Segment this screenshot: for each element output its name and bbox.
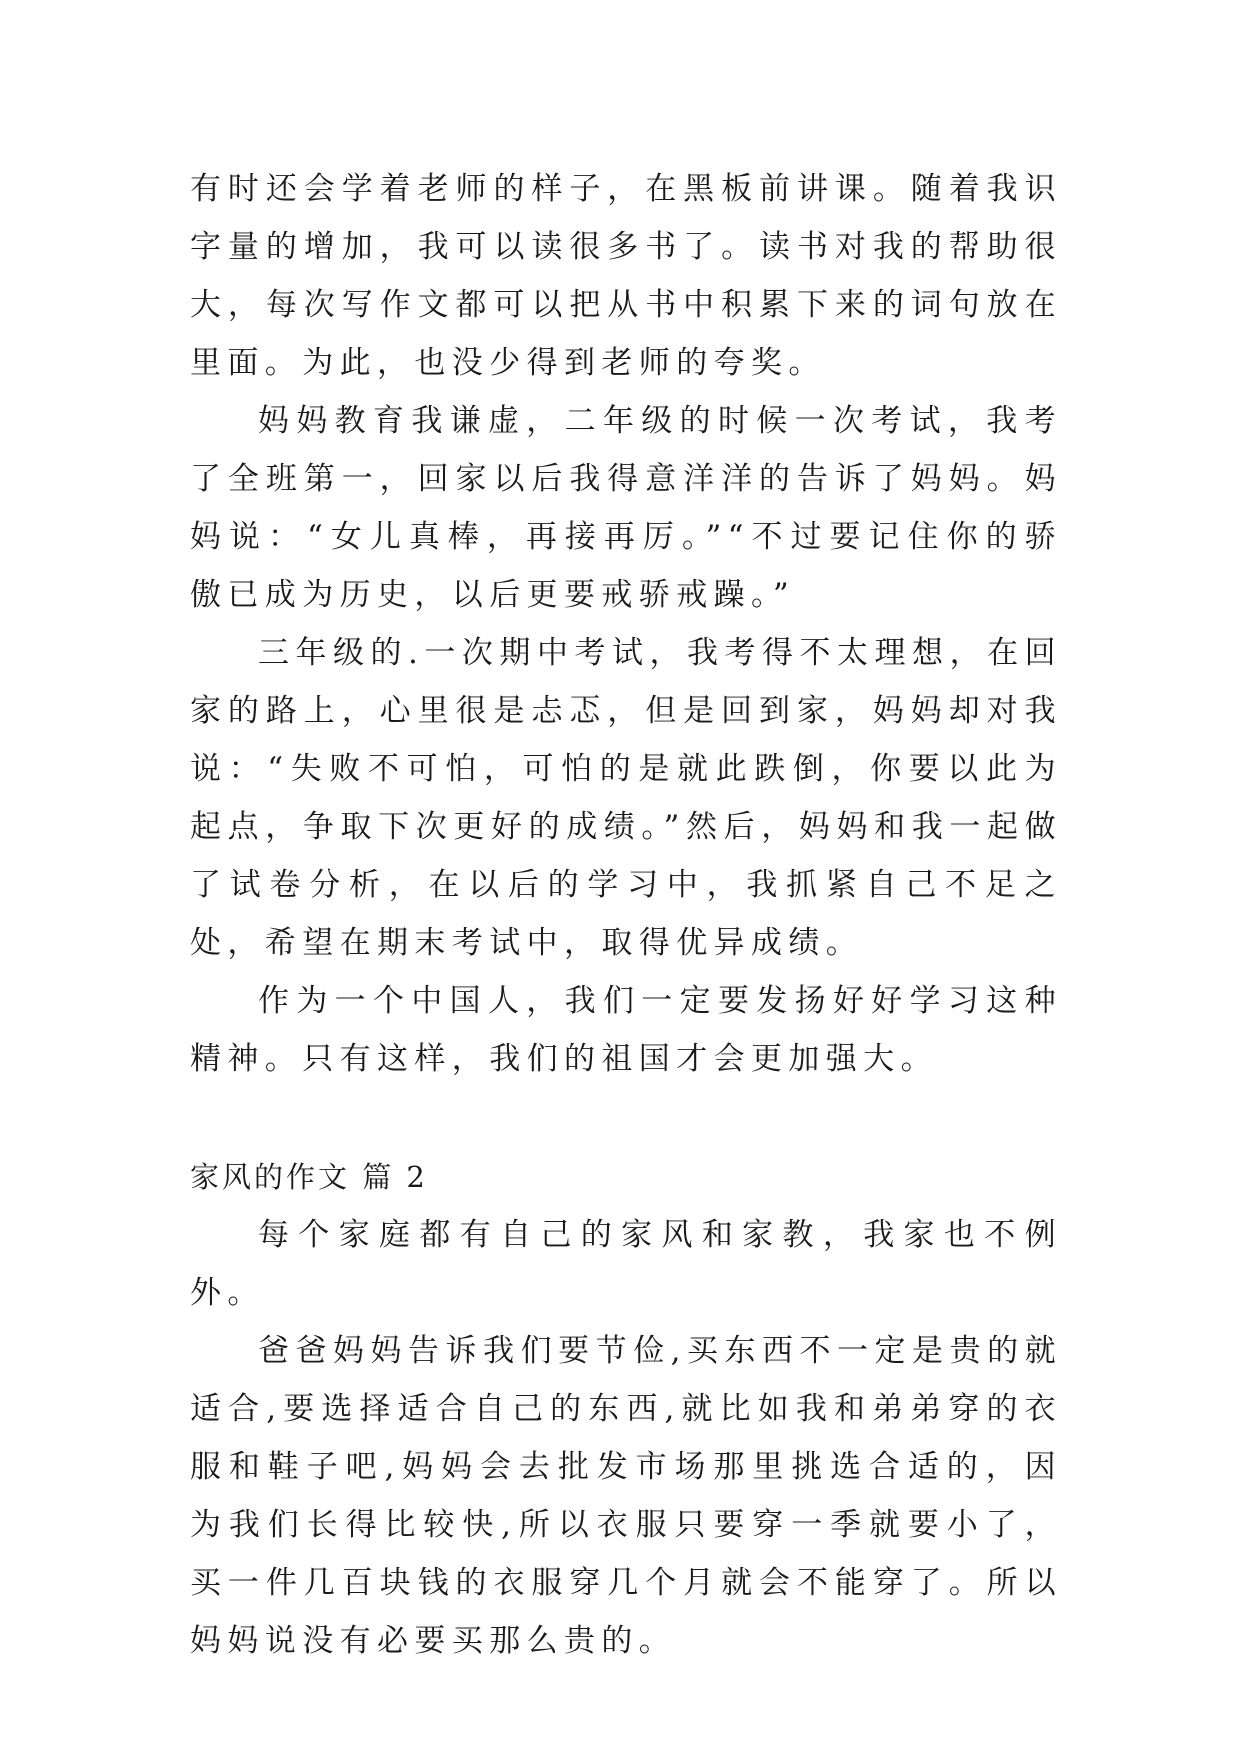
paragraph-frugality: 爸爸妈妈告诉我们要节俭,买东西不一定是贵的就适合,要选择适合自己的东西,就比如我和弟弟穿的衣服和鞋子吧,妈妈会去批发市场那里挑选合适的，因为我们长得比较快,所以衣服只要穿一季就要小了，买一件几百块钱的衣服穿几个月就会不能穿了。所以妈妈说没有必要买那么贵的。 — [190, 1333, 1062, 1659]
paragraph-midterm-exam: 三年级的.一次期中考试，我考得不太理想，在回家的路上，心里很是忐忑，但是回到家，妈妈却对我说：“失败不可怕，可怕的是就此跌倒，你要以此为起点，争取下次更好的成绩。”然后，妈妈和我一起做了试卷分析，在以后的学习中，我抓紧自己不足之处，希望在期末考试中，取得优异成绩。 — [190, 635, 1062, 961]
section-spacer — [190, 1088, 1062, 1148]
essay-continuation — [190, 160, 1062, 1088]
paragraph-conclusion: 作为一个中国人，我们一定要发扬好好学习这种精神。只有这样，我们的祖国才会更加强大。 — [190, 983, 1062, 1077]
paragraph-modesty: 妈妈教育我谦虚，二年级的时候一次考试，我考了全班第一，回家以后我得意洋洋的告诉了妈妈。妈妈说：“女儿真棒，再接再厉。”“不过要记住你的骄傲已成为历史，以后更要戒骄戒躁。” — [190, 403, 1062, 613]
document-body — [190, 160, 1062, 1670]
section-title: 家风的作文 篇 2 — [190, 1160, 428, 1194]
paragraph-family-tradition: 每个家庭都有自己的家风和家教，我家也不例外。 — [190, 1217, 1062, 1311]
essay-section-2 — [190, 1148, 1062, 1670]
paragraph-reading-books: 有时还会学着老师的样子，在黑板前讲课。随着我识字量的增加，我可以读很多书了。读书对我的帮助很大，每次写作文都可以把从书中积累下来的词句放在里面。为此，也没少得到老师的夸奖。 — [190, 171, 1062, 381]
